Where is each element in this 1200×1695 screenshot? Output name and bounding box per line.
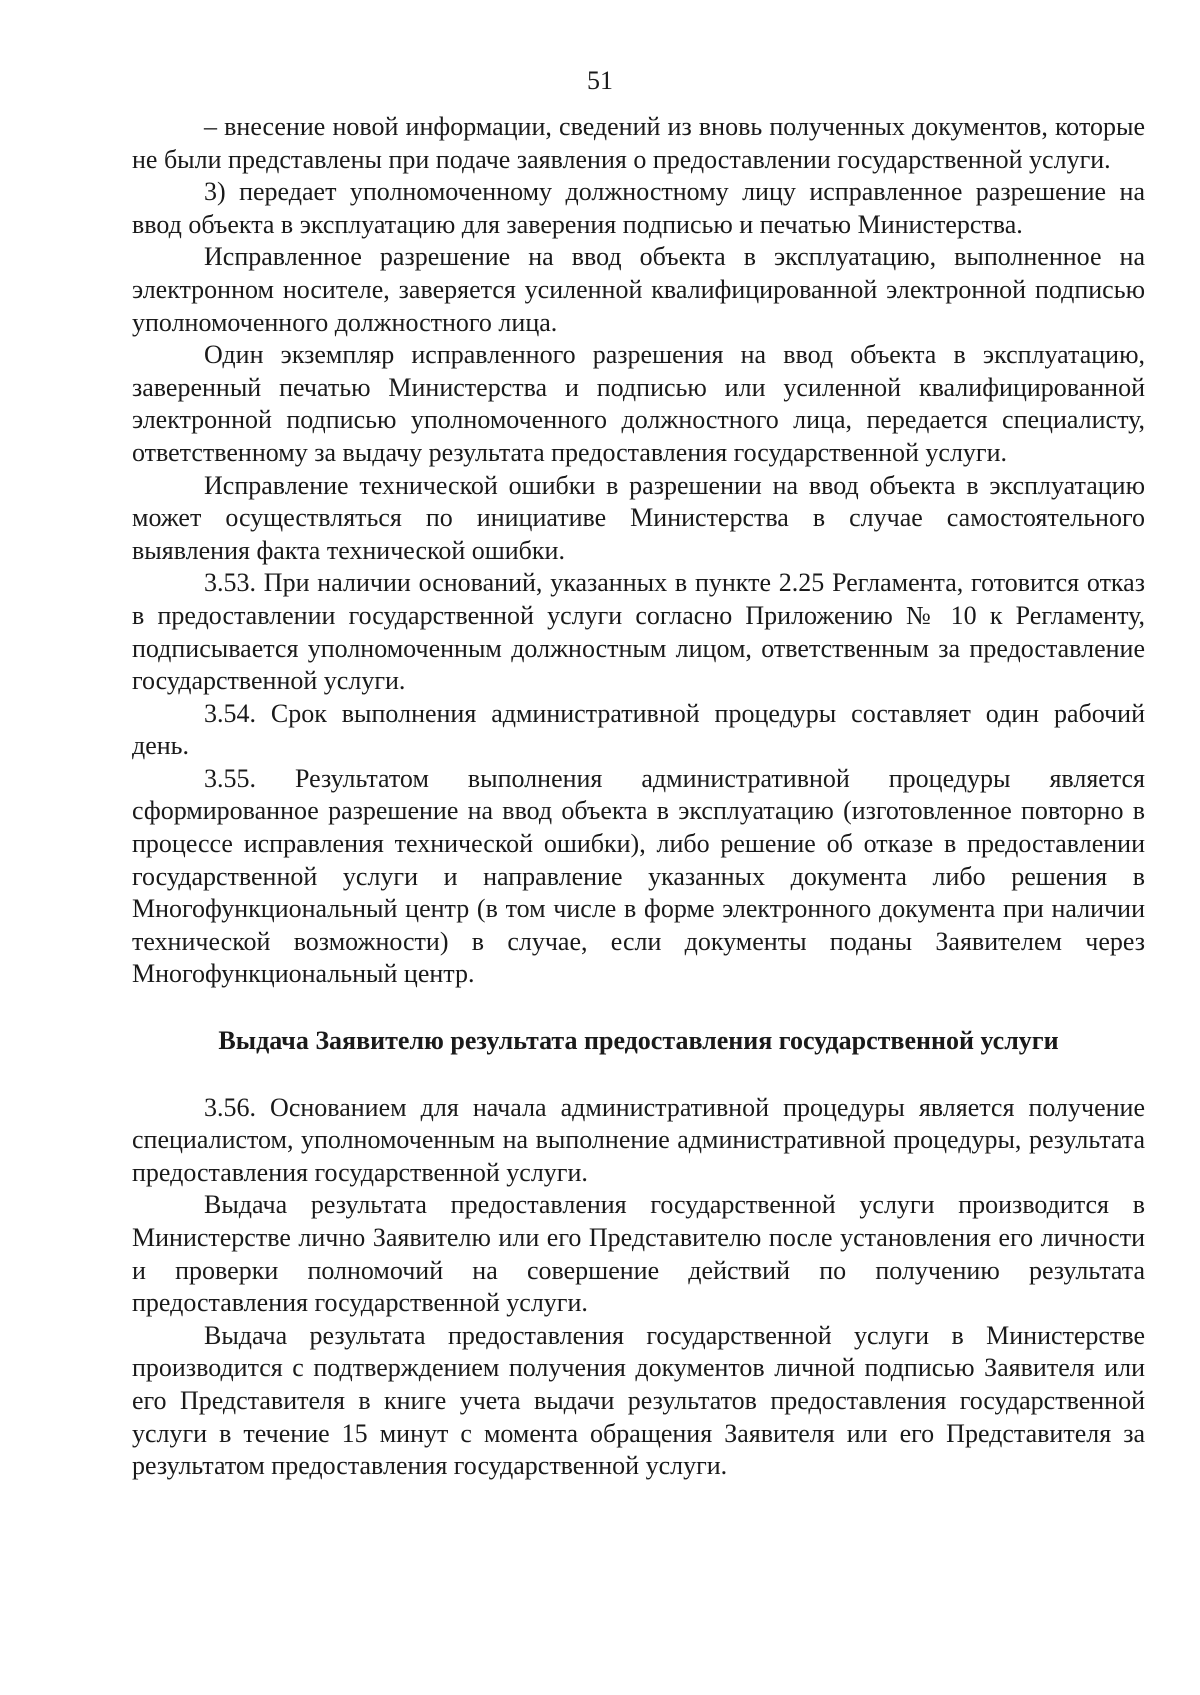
paragraph-transfer-for-signature: 3) передает уполномоченному должностному лицу исправленное разрешение на ввод объекта в эксплуатацию для заверения подписью и печатью Министерства. [132, 177, 1145, 239]
paragraph-copy-transfer: Один экземпляр исправленного разрешения на ввод объекта в эксплуатацию, заверенный печатью Министерства и подписью или усиленной квалифицированной электронной подписью уполномоченного должностного лица, передается специалисту, ответственному за выдачу результата предоставления государственной услуги. [132, 340, 1145, 467]
paragraph-electronic-signature: Исправленное разрешение на ввод объекта в эксплуатацию, выполненное на электронном носителе, заверяется усиленной квалифицированной электронной подписью уполномоченного должностного лица. [132, 242, 1145, 337]
paragraph-3-54: 3.54. Срок выполнения административной процедуры составляет один рабочий день. [132, 698, 1145, 761]
paragraph-issuance-confirmation: Выдача результата предоставления государственной услуги в Министерстве производится с подтверждением получения документов личной подписью Заявителя или его Представителя в книге учета выдачи результатов предоставления государственной услуги в течение 15 минут с момента обращения Заявителя или его Представителя за результатом предоставления государственной услуги. [132, 1320, 1145, 1481]
paragraph-new-information: – внесение новой информации, сведений из вновь полученных документов, которые не были представлены при подаче заявления о предоставлении государственной услуги. [132, 112, 1145, 174]
paragraph-error-correction-initiative: Исправление технической ошибки в разрешении на ввод объекта в эксплуатацию может осуществляться по инициативе Министерства в случае самостоятельного выявления факта технической ошибки. [132, 470, 1145, 565]
document-body [132, 111, 1145, 1483]
paragraph-3-53: 3.53. При наличии оснований, указанных в пункте 2.25 Регламента, готовится отказ в предоставлении государственной услуги согласно Приложению № 10 к Регламенту, подписывается уполномоченным должностным лицом, ответственным за предоставление государственной услуги. [132, 568, 1145, 696]
paragraph-3-55: 3.55. Результатом выполнения административной процедуры является сформированное разрешение на ввод объекта в эксплуатацию (изготовленное повторно в процессе исправления технической ошибки), либо решение об отказе в предоставлении государственной услуги и направление указанных документа либо решения в Многофункциональный центр (в том числе в форме электронного документа при наличии технической возможности) в случае, если документы поданы Заявителем через Многофункциональный центр. [132, 763, 1145, 989]
section-heading: Выдача Заявителю результата предоставления государственной услуги [218, 1026, 1059, 1056]
page-number: 51 [587, 66, 613, 95]
paragraph-3-56: 3.56. Основанием для начала административной процедуры является получение специалистом, уполномоченным на выполнение административной процедуры, результата предоставления государственной услуги. [132, 1092, 1145, 1187]
paragraph-issuance-in-person: Выдача результата предоставления государственной услуги производится в Министерстве лично Заявителю или его Представителю после установления его личности и проверки полномочий на совершение действий по получению результата предоставления государственной услуги. [132, 1190, 1145, 1318]
